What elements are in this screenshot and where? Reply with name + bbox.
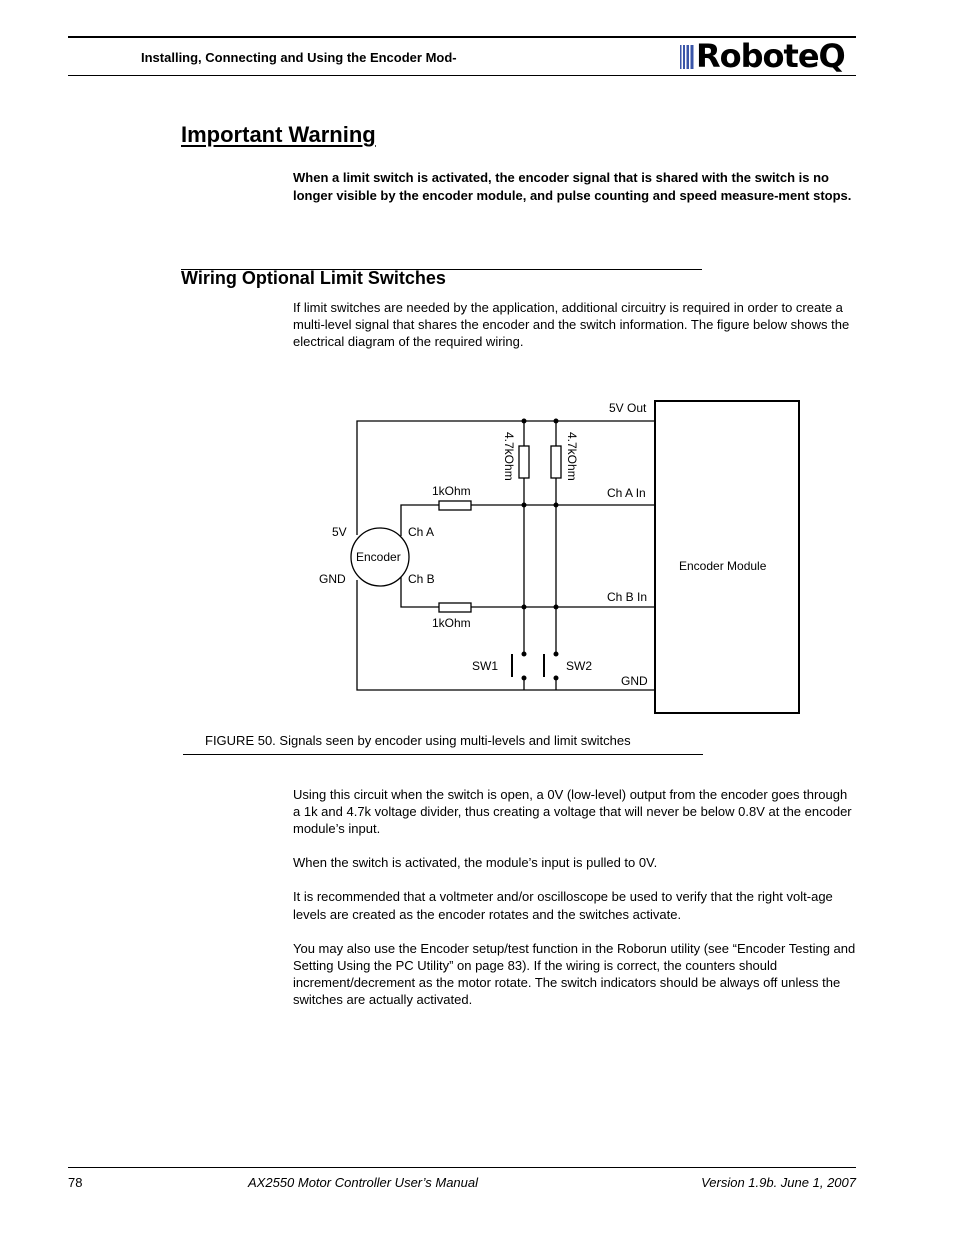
body-paragraph-1: Using this circuit when the switch is open, a 0V (low-level) output from the encoder goes through a 1k and 4.7k voltage divider, thus creating a voltage that will never be below 0.8V at the encoder module’s input. — [293, 787, 852, 836]
label-r-bot: 1kOhm — [432, 616, 471, 630]
logo-bars-icon — [680, 45, 694, 69]
label-r-top: 1kOhm — [432, 484, 471, 498]
figure-caption: FIGURE 50. Signals seen by encoder using multi-levels and limit switches — [205, 733, 631, 748]
footer-version: Version 1.9b. June 1, 2007 — [701, 1175, 856, 1190]
label-5v: 5V — [332, 525, 347, 539]
label-gnd-right: GND — [621, 674, 648, 688]
label-r2: 4.7kOhm — [565, 432, 579, 481]
footer-page-number: 78 — [68, 1175, 83, 1190]
body-paragraph-3: It is recommended that a voltmeter and/or oscilloscope be used to verify that the right volt-age levels are created as the encoder rotates and the switches activate. — [293, 889, 833, 922]
resistor-4k7-b — [551, 446, 561, 478]
warning-text: When a limit switch is activated, the encoder signal that is shared with the switch is no longer visible by the encoder module, and pulse counting and speed measure-ment stops. — [293, 170, 852, 203]
warning-title: Important Warning — [181, 122, 376, 147]
figure-rule — [183, 754, 703, 755]
label-chb-in: Ch B In — [607, 590, 648, 604]
roboteq-logo — [680, 37, 855, 75]
header-rule-bottom — [68, 75, 856, 76]
footer-rule — [68, 1167, 856, 1168]
label-sw1: SW1 — [472, 659, 499, 673]
label-chb: Ch B — [408, 572, 435, 586]
body-paragraph-4: You may also use the Encoder setup/test function in the Roborun utility (see “Encoder Testing and Setting Using the PC Utility” on page 83). If the wiring is correct, the counters should increment/decrement as the motor rotate. The switch indicators should be always off unless the switches are actually activated. — [293, 941, 856, 1007]
label-encoder-module: Encoder Module — [679, 559, 767, 573]
label-sw2: SW2 — [566, 659, 593, 673]
label-5v-out: 5V Out — [609, 401, 647, 415]
label-r1: 4.7kOhm — [502, 432, 516, 481]
logo-text: RoboteQ — [696, 37, 845, 75]
section-intro: If limit switches are needed by the application, additional circuitry is required in order to create a multi-level signal that shares the encoder and the switch information. The figure below shows the electrical diagram of the required wiring. — [293, 300, 850, 349]
label-gnd-left: GND — [319, 572, 346, 586]
label-encoder: Encoder — [356, 550, 401, 564]
label-cha: Ch A — [408, 525, 435, 539]
resistor-4k7-a — [519, 446, 529, 478]
footer-manual-title: AX2550 Motor Controller User’s Manual — [248, 1175, 479, 1190]
resistor-1k-b — [439, 603, 471, 612]
body-paragraph-2: When the switch is activated, the module’s input is pulled to 0V. — [293, 855, 658, 870]
wiring-diagram — [300, 392, 820, 722]
label-cha-in: Ch A In — [607, 486, 646, 500]
section-title: Wiring Optional Limit Switches — [181, 268, 446, 288]
resistor-1k-a — [439, 501, 471, 510]
header-title: Installing, Connecting and Using the Encoder Mod- — [141, 50, 457, 65]
